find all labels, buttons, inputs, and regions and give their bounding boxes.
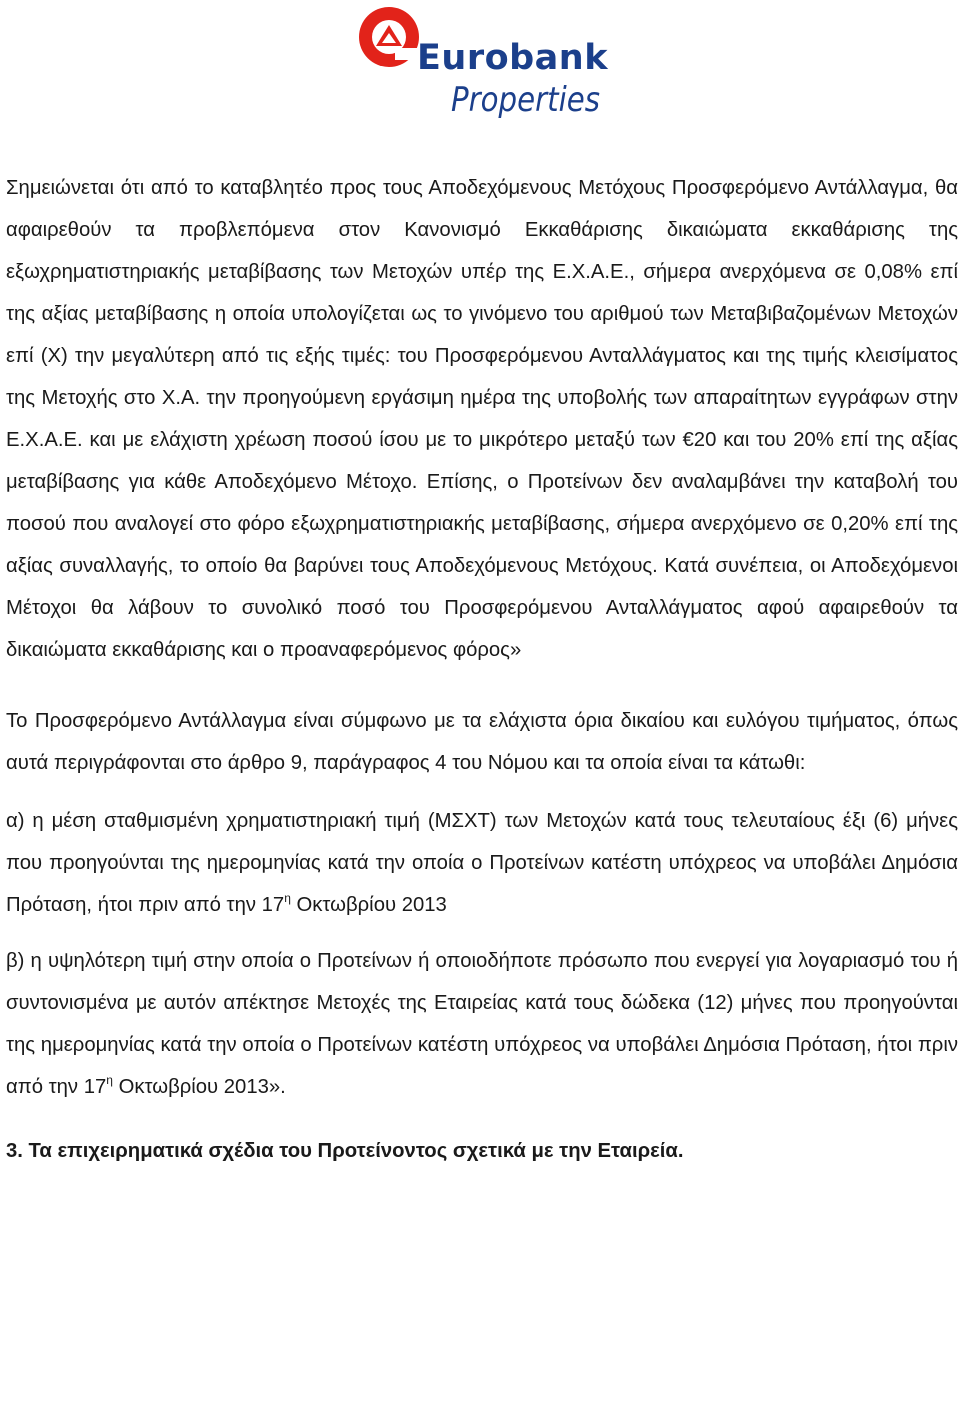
document-body (6, 167, 958, 1166)
eurobank-logo-icon (355, 4, 425, 74)
paragraph-item-b: β) η υψηλότερη τιμή στην οποία ο Προτείνων ή οποιοδήποτε πρόσωπο που ενεργεί για λογαριασμό του ή συντονισμένα με αυτόν απέκτησε Μετοχές της Εταιρείας κατά τους δώδεκα (12) μήνες που προηγούνται της ημερομηνίας κατά την οποία ο Προτείνων κατέστη υπόχρεος να υποβάλει Δημόσια Πρόταση, ήτοι πριν από την $17^\eta$ Οκτωβρίου 2013». (6, 950, 958, 1098)
paragraph-settlement-fees: Σημειώνεται ότι από το καταβλητέο προς τους Αποδεχόμενους Μετόχους Προσφερόμενο Αντάλλαγμα, θα αφαιρεθούν τα προβλεπόμενα στον Κανονισμό Εκκαθάρισης δικαιώματα εκκαθάρισης της εξωχρηματιστηριακής μεταβίβασης των Μετοχών υπέρ της Ε.Χ.Α.Ε., σήμερα ανερχόμενα σε 0,08% επί της αξίας μεταβίβασης η οποία υπολογίζεται ως το γινόμενο του αριθμού των Μεταβιβαζομένων Μετοχών επί (Χ) την μεγαλύτερη από τις εξής τιμές: του Προσφερόμενου Ανταλλάγματος και της τιμής κλεισίματος της Μετοχής στο Χ.Α. την προηγούμενη εργάσιμη ημέρα της υποβολής των απαραίτητων εγγράφων στην Ε.Χ.Α.Ε. και με ελάχιστη χρέωση ποσού ίσου με το μικρότερο μεταξύ των €20 και του 20% επί της αξίας μεταβίβασης για κάθε Αποδεχόμενο Μέτοχο. Επίσης, ο Προτείνων δεν αναλαμβάνει την καταβολή του ποσού που αναλογεί στο φόρο εξωχρηματιστηριακής μεταβίβασης, σήμερα ανερχόμενο σε 0,20% επί της αξίας συναλλαγής, το οποίο θα βαρύνει τους Αποδεχόμενους Μετόχους. Κατά συνέπεια, οι Αποδεχόμενοι Μέτοχοι θα λάβουν το συνολικό ποσό του Προσφερόμενου Ανταλλάγματος αφού αφαιρεθούν τα δικαιώματα εκκαθάρισης και ο προαναφερόμενος φόρος» (6, 177, 958, 661)
paragraph-item-a: α) η μέση σταθμισμένη χρηματιστηριακή τιμή (ΜΣΧΤ) των Μετοχών κατά τους τελευταίους έξι (6) μήνες που προηγούνται της ημερομηνίας κατά την οποία ο Προτείνων κατέστη υπόχρεος να υποβάλει Δημόσια Πρόταση, ήτοι πριν από την $17^\eta$ Οκτωβρίου 2013 (6, 810, 958, 916)
logo-subtitle: Properties (451, 80, 600, 120)
eurobank-properties-logo (355, 4, 615, 124)
logo-wordmark: Eurobank (417, 38, 608, 78)
paragraph-consideration: Το Προσφερόμενο Αντάλλαγμα είναι σύμφωνο με τα ελάχιστα όρια δικαίου και ευλόγου τιμήματος, όπως αυτά περιγράφονται στο άρθρο 9, παράγραφος 4 του Νόμου και τα οποία είναι τα κάτωθι: (6, 710, 958, 774)
section-heading: 3. Τα επιχειρηματικά σχέδια του Προτείνοντος σχετικά με την Εταιρεία. (6, 1140, 684, 1162)
